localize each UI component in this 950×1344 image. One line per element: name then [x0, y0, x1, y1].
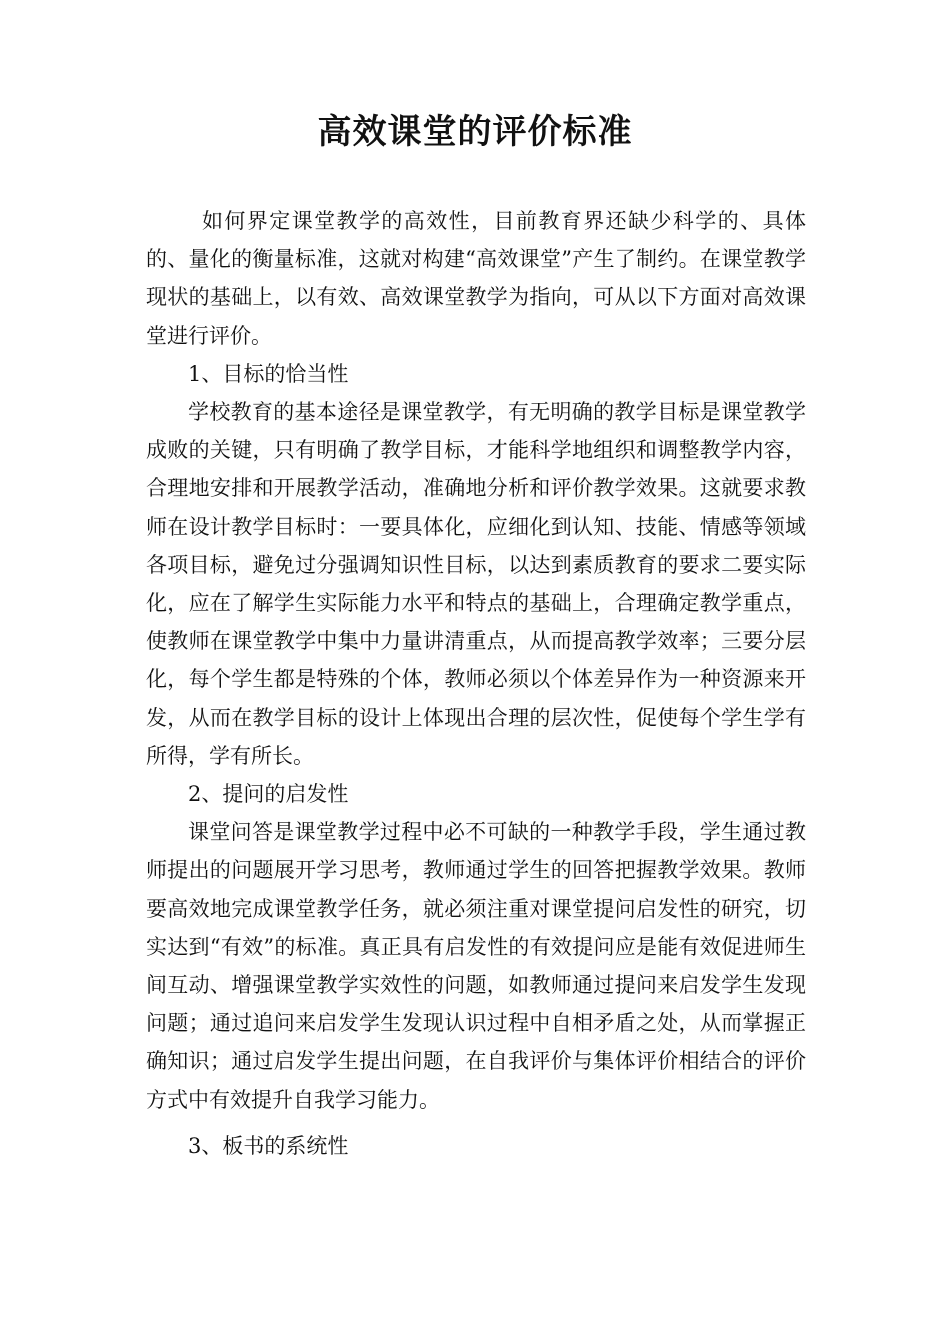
document-title: 高效课堂的评价标准 [317, 112, 633, 152]
intro-paragraph: 如何界定课堂教学的高效性，目前教育界还缺少科学的、具体的、量化的衡量标准，这就对构建“高效课堂”产生了制约。在课堂教学现状的基础上，以有效、高效课堂教学为指向，可从以下方面对高效课堂进行评价。 [146, 209, 806, 348]
section-heading-1: 1、目标的恰当性 [188, 361, 349, 386]
section-body-2: 课堂问答是课堂教学过程中必不可缺的一种教学手段，学生通过教师提出的问题展开学习思考，教师通过学生的回答把握教学效果。教师要高效地完成课堂教学任务，就必须注重对课堂提问启发性的研究，切实达到“有效”的标准。真正具有启发性的有效提问应是能有效促进师生间互动、增强课堂教学实效性的问题，如教师通过提问来启发学生发现问题；通过追问来启发学生发现认识过程中自相矛盾之处，从而掌握正确知识；通过启发学生提出问题，在自我评价与集体评价相结合的评价方式中有效提升自我学习能力。 [146, 820, 806, 1112]
document-body [146, 202, 806, 1165]
section-heading-3: 3、板书的系统性 [188, 1133, 349, 1158]
section-body-1: 学校教育的基本途径是课堂教学，有无明确的教学目标是课堂教学成败的关键，只有明确了教学目标，才能科学地组织和调整教学内容，合理地安排和开展教学活动，准确地分析和评价教学效果。这就要求教师在设计教学目标时：一要具体化，应细化到认知、技能、情感等领域各项目标，避免过分强调知识性目标，以达到素质教育的要求二要实际化，应在了解学生实际能力水平和特点的基础上，合理确定教学重点，使教师在课堂教学中集中力量讲清重点，从而提高教学效率；三要分层化，每个学生都是特殊的个体，教师必须以个体差异作为一种资源来开发，从而在教学目标的设计上体现出合理的层次性，促使每个学生学有所得，学有所长。 [146, 400, 806, 768]
section-heading-2: 2、提问的启发性 [188, 782, 349, 807]
